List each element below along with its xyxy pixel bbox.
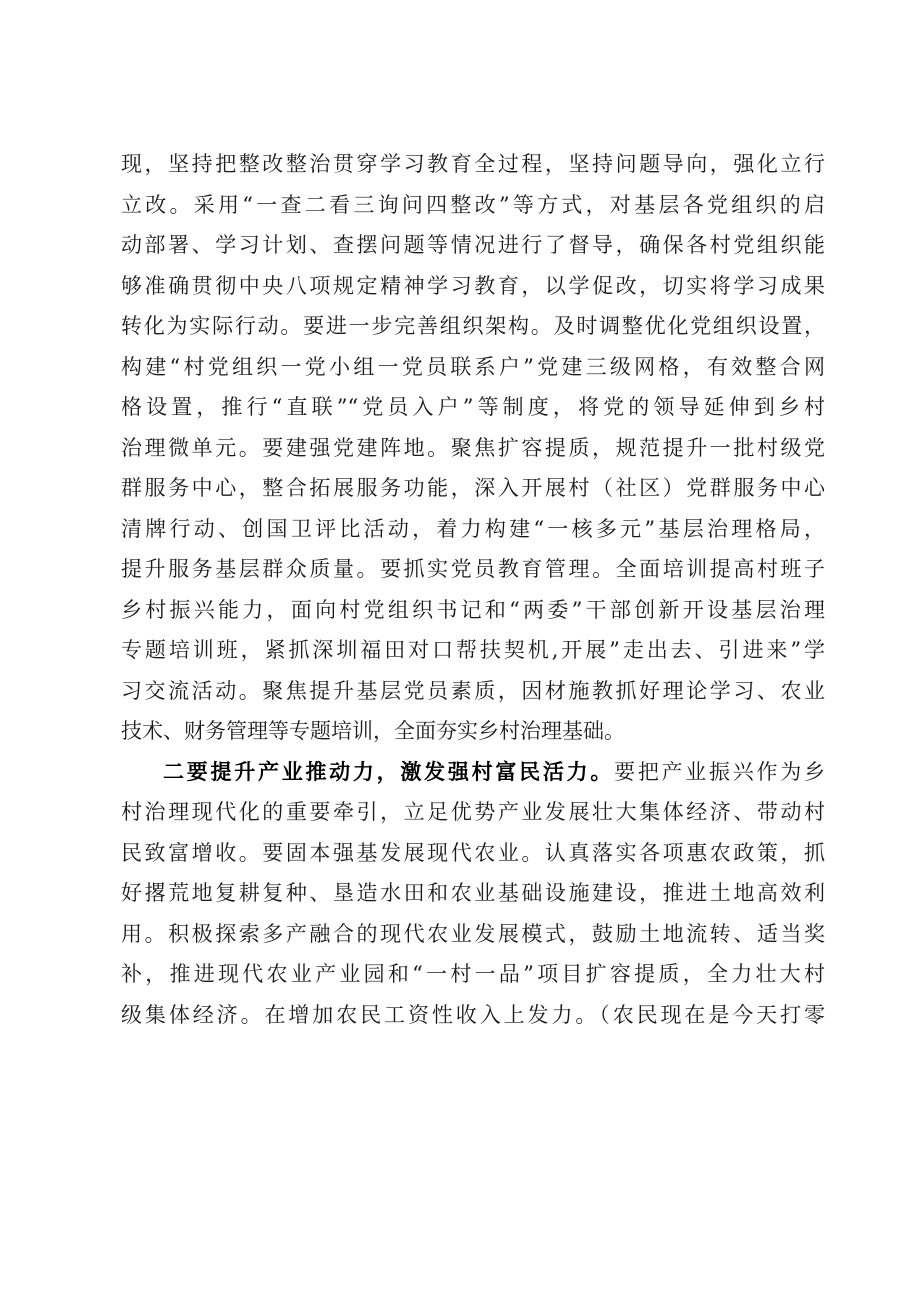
text-line: 转化为实际行动。要进一步完善组织架构。及时调整优化党组织设置， [121,314,825,338]
text-line: 技术、财务管理等专题培训，全面夯实乡村治理基础。 [121,719,625,743]
text-line: 构建“村党组织一党小组一党员联系户”党建三级网格，有效整合网 [121,354,825,379]
text-line: 立改。采用“一查二看三询问四整改”等方式，对基层各党组织的启 [121,192,825,217]
text-line: 补，推进现代农业产业园和“一村一品”项目扩容提质，全力壮大村 [121,962,825,986]
text-line: 治理微单元。要建强党建阵地。聚焦扩容提质，规范提升一批村级党 [121,435,825,460]
text-line: 现，坚持把整改整治贯穿学习教育全过程，坚持问题导向，强化立行 [121,152,825,176]
text-line: 群服务中心，整合拓展服务功能，深入开展村（社区）党群服务中心 [121,476,825,500]
text-line: 乡村振兴能力，面向村党组织书记和“两委”干部创新开设基层治理 [121,597,825,622]
text-line: 格设置，推行“直联”“党员入户”等制度，将党的领导延伸到乡村 [121,395,825,419]
text-line: 好撂荒地复耕复种、垦造水田和农业基础设施建设，推进土地高效利 [121,881,825,905]
text-line: 习交流活动。聚焦提升基层党员素质，因材施教抓好理论学习、农业 [121,678,825,703]
text-line: 动部署、学习计划、查摆问题等情况进行了督导，确保各村党组织能 [121,233,825,257]
paragraph-2 [121,752,825,1036]
text-line: 够准确贯彻中央八项规定精神学习教育，以学促改，切实将学习成果 [121,273,825,298]
text-line: 用。积极探索多产融合的现代农业发展模式，鼓励土地流转、适当奖 [121,921,825,946]
section-heading: 二要提升产业推动力，激发强村富民活力。 [163,758,615,784]
paragraph-1 [121,144,825,752]
text-line: 级集体经济。在增加农民工资性收入上发力。（农民现在是今天打零 [121,1002,825,1027]
text-line: 村治理现代化的重要牵引，立足优势产业发展壮大集体经济、带动村 [121,800,825,824]
document-body [121,144,825,1035]
text-line: 专题培训班，紧抓深圳福田对口帮扶契机,开展”走出去、引进来”学 [121,638,825,662]
paragraph-first-line [121,752,825,793]
text-line: 清牌行动、创国卫评比活动，着力构建“一核多元”基层治理格局， [121,516,825,541]
text-line: 提升服务基层群众质量。要抓实党员教育管理。全面培训提高村班子 [121,557,825,581]
text-line: 民致富增收。要固本强基发展现代农业。认真落实各项惠农政策，抓 [121,840,825,865]
text-run: 要把产业振兴作为乡 [614,759,825,784]
